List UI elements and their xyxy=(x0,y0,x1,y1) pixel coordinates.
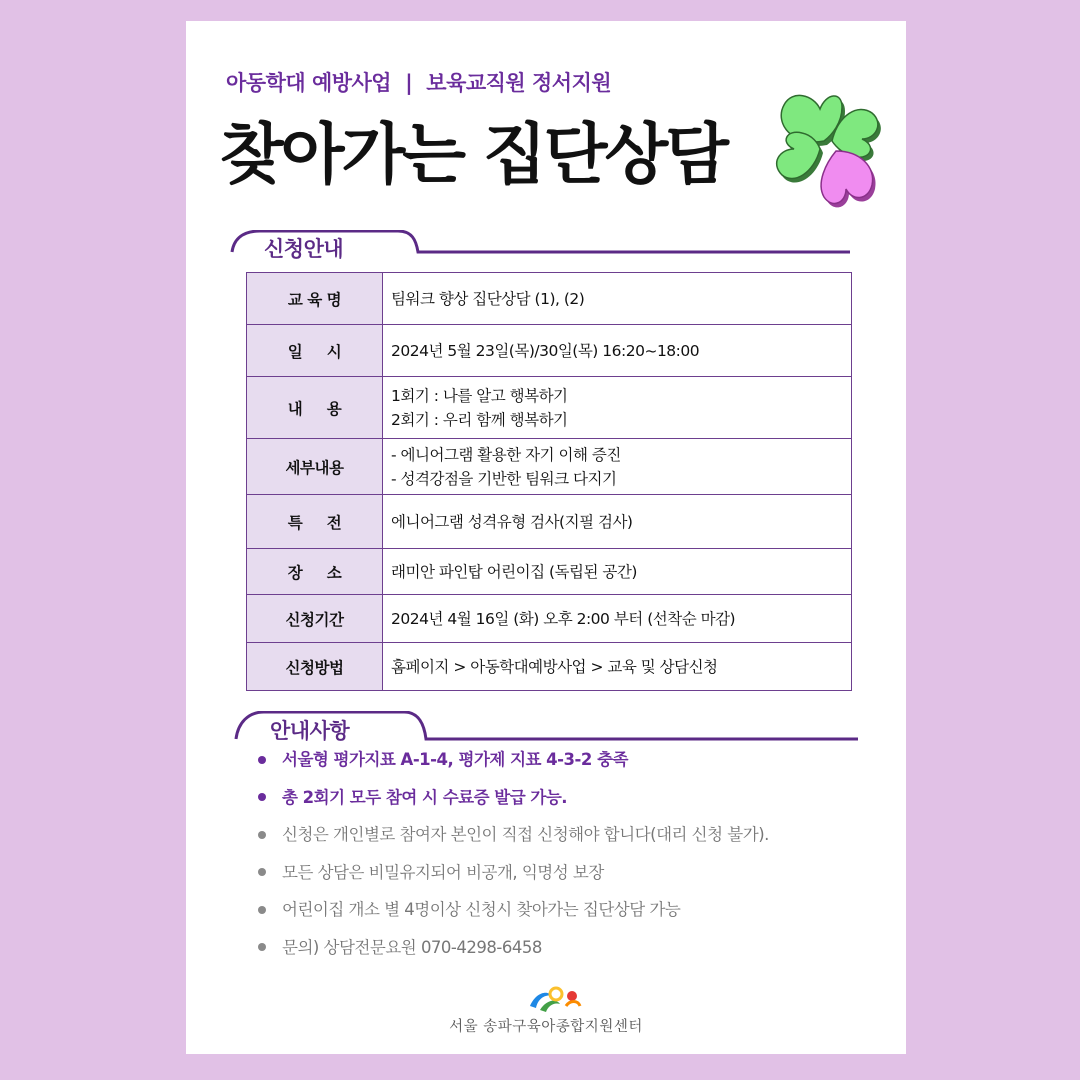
poster-subtitle xyxy=(226,67,611,97)
notice-text: 모든 상담은 비밀유지되어 비공개, 익명성 보장 xyxy=(282,862,604,882)
info-table-value xyxy=(383,377,852,439)
subtitle-separator: | xyxy=(405,71,413,95)
info-table-row xyxy=(247,377,852,439)
info-table-row xyxy=(247,495,852,549)
info-table-row xyxy=(247,549,852,595)
application-info-table xyxy=(246,272,852,691)
org-logo-icon xyxy=(526,984,582,1014)
bullet-icon xyxy=(258,831,266,839)
bullet-icon xyxy=(258,943,266,951)
info-table-value-line: 에니어그램 성격유형 검사(지필 검사) xyxy=(391,512,633,531)
info-table-value-line: - 성격강점을 기반한 팀워크 다지기 xyxy=(391,469,617,488)
bullet-icon xyxy=(258,906,266,914)
info-table-label: 신청기간 xyxy=(247,595,383,643)
section-title-application: 신청안내 xyxy=(264,237,344,261)
four-leaf-clover-icon xyxy=(772,77,884,215)
bullet-icon xyxy=(258,793,266,801)
notice-item xyxy=(258,741,769,779)
notice-text: 어린이집 개소 별 4명이상 신청시 찾아가는 집단상담 가능 xyxy=(282,900,681,919)
info-table-row xyxy=(247,595,852,643)
info-table-row xyxy=(247,273,852,325)
program-name: 아동학대 예방사업 xyxy=(226,71,392,95)
section-header-application xyxy=(230,230,852,264)
info-table-value xyxy=(383,643,852,691)
info-table-value xyxy=(383,325,852,377)
info-table-value-line: 2회기 : 우리 함께 행복하기 xyxy=(391,410,568,429)
poster-card xyxy=(186,21,906,1054)
info-table-row xyxy=(247,439,852,495)
notice-text: 신청은 개인별로 참여자 본인이 직접 신청해야 합니다(대리 신청 불가). xyxy=(282,825,769,844)
info-table-value xyxy=(383,439,852,495)
info-table-value-line: 홈페이지 > 아동학대예방사업 > 교육 및 상담신청 xyxy=(391,657,718,676)
info-table-value-line: - 에니어그램 활용한 자기 이해 증진 xyxy=(391,445,621,464)
info-table-value-line: 2024년 5월 23일(목)/30일(목) 16:20~18:00 xyxy=(391,341,700,360)
info-table-value-line: 2024년 4월 16일 (화) 오후 2:00 부터 (선착순 마감) xyxy=(391,609,736,628)
notice-text: 서울형 평가지표 A-1-4, 평가제 지표 4-3-2 충족 xyxy=(282,750,628,769)
notice-item xyxy=(258,816,769,854)
info-table-row xyxy=(247,325,852,377)
info-table-row xyxy=(247,643,852,691)
info-table-label: 일 시 xyxy=(247,325,383,377)
notice-item xyxy=(258,779,769,817)
notice-list xyxy=(258,741,769,966)
notice-text: 총 2회기 모두 참여 시 수료증 발급 가능. xyxy=(282,787,568,807)
info-table-value-line: 팀워크 향상 집단상담 (1), (2) xyxy=(391,289,585,308)
bullet-icon xyxy=(258,756,266,764)
info-table-label: 내 용 xyxy=(247,377,383,439)
info-table-label: 특 전 xyxy=(247,495,383,549)
info-table-value-line: 래미안 파인탑 어린이집 (독립된 공간) xyxy=(391,562,637,581)
poster-title: 찾아가는 집단상담 xyxy=(220,116,727,193)
program-target: 보육교직원 정서지원 xyxy=(426,71,612,95)
bullet-icon xyxy=(258,868,266,876)
info-table-value xyxy=(383,549,852,595)
info-table-value xyxy=(383,495,852,549)
section-header-notice xyxy=(234,711,860,745)
info-table-value xyxy=(383,595,852,643)
info-table-label: 교 육 명 xyxy=(247,273,383,325)
section-title-notice: 안내사항 xyxy=(270,719,350,743)
notice-item xyxy=(258,891,769,929)
organization-name: 서울 송파구육아종합지원센터 xyxy=(449,1019,643,1035)
notice-item xyxy=(258,929,769,967)
notice-text: 문의) 상담전문요원 070-4298-6458 xyxy=(282,937,542,957)
info-table-label: 세부내용 xyxy=(247,439,383,495)
info-table-value xyxy=(383,273,852,325)
info-table-label: 장 소 xyxy=(247,549,383,595)
info-table-label: 신청방법 xyxy=(247,643,383,691)
info-table-value-line: 1회기 : 나를 알고 행복하기 xyxy=(391,386,568,405)
notice-item xyxy=(258,854,769,892)
